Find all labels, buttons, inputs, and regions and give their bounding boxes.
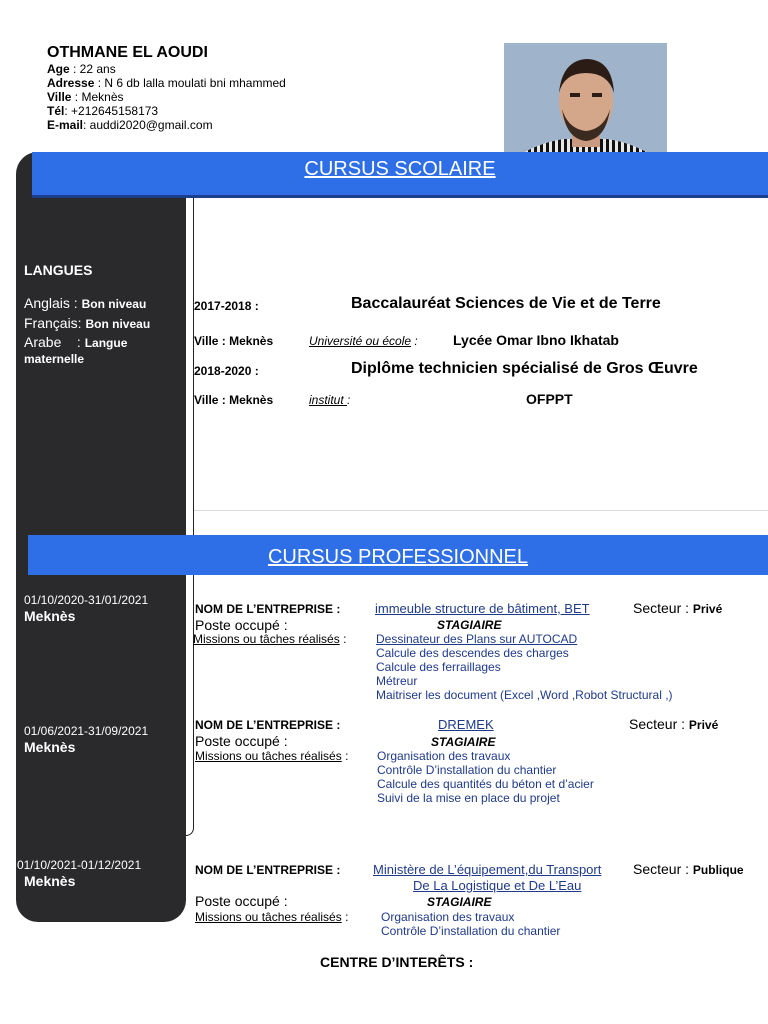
city-label: Ville [47,90,72,104]
position-value: STAGIAIRE [427,895,492,909]
sector-value: Privé [688,718,719,732]
sector-value: Privé [692,602,723,616]
education-city: Ville : Meknès [194,334,274,348]
company-name: DREMEK [438,717,494,732]
position-label: Poste occupé : [195,893,288,909]
education-degree: Baccalauréat Sciences de Vie et de Terre [351,295,661,312]
school-label-sep: : [347,393,351,407]
professional-section-title: CURSUS PROFESSIONNEL [267,546,529,568]
task-item: Maitriser les document (Excel ,Word ,Robot Structural ,) [376,688,673,702]
address-label: Adresse [47,76,95,90]
task-item: Organisation des travaux [377,749,511,763]
age-label: Age [47,62,70,76]
sector-label: Secteur : [633,600,693,616]
professional-section-banner [28,535,768,575]
phone-line [47,104,158,118]
school-section-title: CURSUS SCOLAIRE [304,158,496,180]
education-school-label [309,334,418,348]
language-level: Langue [84,336,128,350]
experience-dates: 01/10/2021-01/12/2021 [17,858,142,872]
address-line [47,76,286,90]
interests-title: CENTRE D’INTERÊTS : [320,954,474,970]
missions-label-sep: : [341,749,349,763]
age-value: : 22 ans [69,62,116,76]
task-item: Contrôle D’installation du chantier [377,763,557,777]
company-name: Ministère de L’équipement,du Transport [373,862,602,877]
language-level: Bon niveau [85,317,151,331]
company-label [195,863,340,877]
task-item: Organisation des travaux [381,910,515,924]
education-city: Ville : Meknès [194,393,274,407]
company-label-sep: : [333,863,341,877]
divider-line [194,510,768,511]
task-item: Contrôle D’installation du chantier [381,924,561,938]
sidebar-divider [186,190,194,836]
education-school: OFPPT [526,391,573,407]
missions-label [195,910,348,924]
language-item [24,315,150,331]
task-item: Calcule des quantités du béton et d’acier [377,777,594,791]
experience-city: Meknès [24,739,76,755]
email-label: E-mail [47,118,84,132]
company-name-line2: De La Logistique et De L’Eau [413,878,582,893]
phone-value: : +212645158173 [64,104,159,118]
position-label: Poste occupé : [195,733,288,749]
education-school: Lycée Omar Ibno Ikhatab [453,332,619,348]
language-name: Arabe : [24,334,85,350]
language-level: Bon niveau [81,297,147,311]
school-label-text: Université ou école [309,334,412,348]
education-years: 2018-2020 : [194,364,259,378]
age-line [47,62,116,76]
school-label-sep: : [411,334,418,348]
task-item: Calcule des ferraillages [376,660,501,674]
sector-label: Secteur : [629,716,689,732]
education-school-label [309,393,350,407]
position-value: STAGIAIRE [437,618,502,632]
experience-dates: 01/10/2020-31/01/2021 [24,593,149,607]
experience-dates: 01/06/2021-31/09/2021 [24,724,149,738]
education-years: 2017-2018 : [194,299,259,313]
company-label-text: NOM DE L’ENTREPRISE [195,863,334,877]
company-label-sep: : [333,718,341,732]
language-name: Français: [24,315,86,331]
school-section-banner [32,152,768,198]
experience-city: Meknès [24,873,76,889]
sector-label: Secteur : [633,861,693,877]
company-label-sep: : [333,602,341,616]
city-line [47,90,124,104]
task-item: Métreur [376,674,418,688]
task-item: Dessinateur des Plans sur AUTOCAD [376,632,578,646]
company-label-text: NOM DE L’ENTREPRISE [195,718,334,732]
company-label [195,602,340,616]
language-item [24,334,127,350]
experience-city: Meknès [24,608,76,624]
education-degree: Diplôme technicien spécialisé de Gros Œuvre [351,360,698,377]
sector-line [633,861,744,877]
languages-title: LANGUES [24,262,93,278]
task-item: Suivi de la mise en place du projet [377,791,560,805]
phone-label: Tél [47,104,65,118]
missions-label-sep: : [339,632,347,646]
company-name: immeuble structure de bâtiment, BET [375,601,590,616]
company-label [195,718,340,732]
sector-line [629,716,718,732]
missions-label-text: Missions ou tâches réalisés [195,910,342,924]
sector-line [633,600,722,616]
company-label-text: NOM DE L’ENTREPRISE [195,602,334,616]
address-value: : N 6 db lalla moulati bni mhammed [94,76,286,90]
language-level-extra: maternelle [24,352,85,366]
missions-label [195,749,348,763]
missions-label [193,632,346,646]
city-value: : Meknès [71,90,124,104]
school-label-text: institut [309,393,348,407]
email-line [47,118,213,132]
candidate-name: OTHMANE EL AOUDI [47,44,208,61]
missions-label-text: Missions ou tâches réalisés [195,749,342,763]
missions-label-sep: : [341,910,349,924]
language-name: Anglais : [24,295,82,311]
task-item: Calcule des descendes des charges [376,646,569,660]
sector-value: Publique [692,863,744,877]
position-value: STAGIAIRE [431,735,496,749]
language-item [24,295,146,311]
position-label: Poste occupé : [195,617,288,633]
missions-label-text: Missions ou tâches réalisés [193,632,340,646]
email-value: : auddi2020@gmail.com [83,118,213,132]
